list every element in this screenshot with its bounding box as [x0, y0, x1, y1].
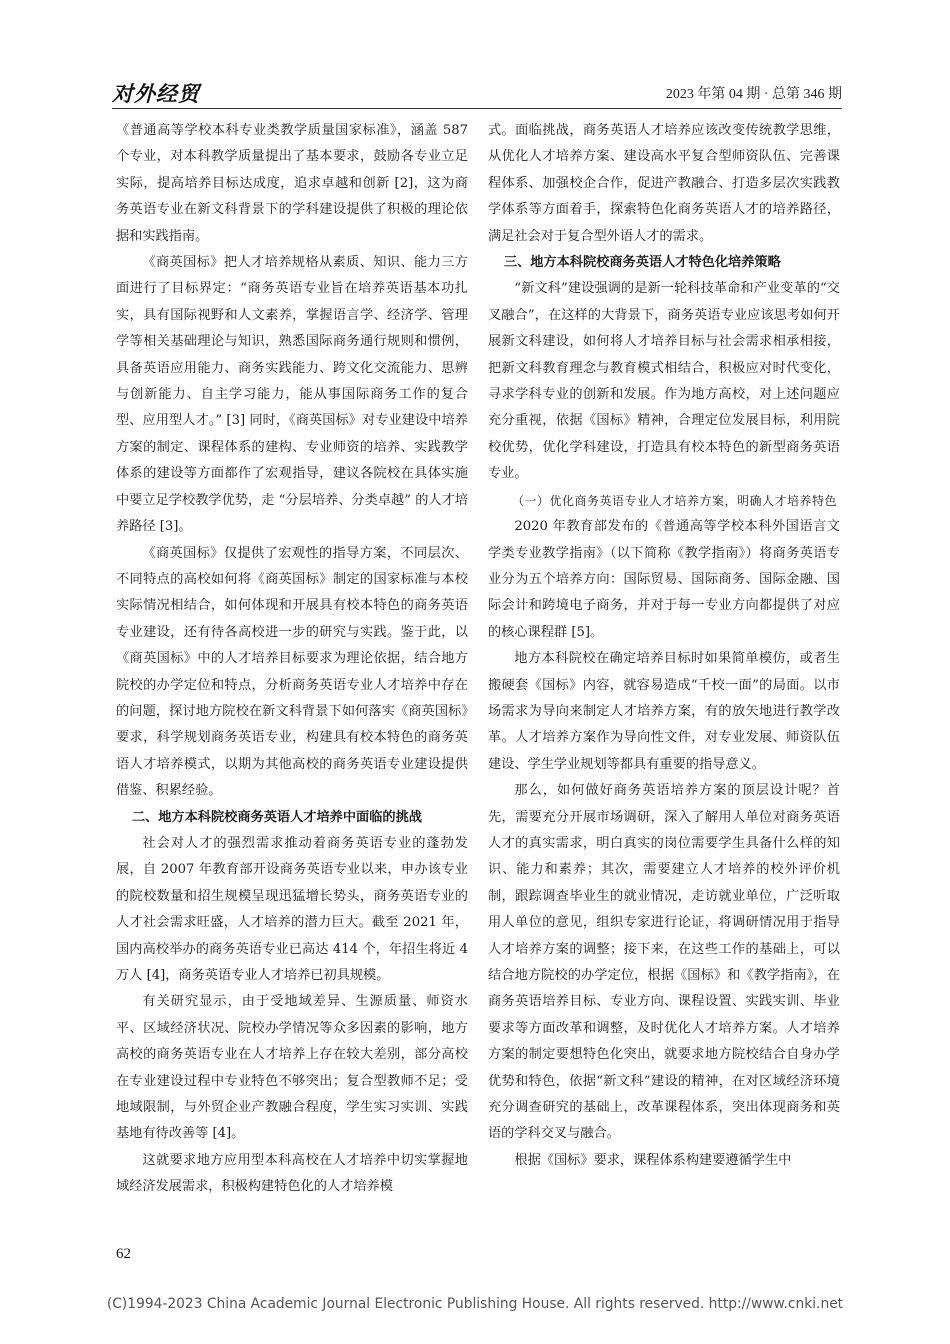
subsection-heading: （一）优化商务英语专业人才培养方案，明确人才培养特色	[512, 493, 838, 508]
journal-logo: 对外经贸	[112, 82, 200, 106]
page-number: 62	[116, 1246, 131, 1262]
page-header	[112, 78, 842, 106]
paragraph: 地方本科院校在确定培养目标时如果简单模仿，或者生搬硬套《国标》内容，就容易造成“千校一面”的局面。以市场需求为导向来制定人才培养方案，有的放矢地进行教学改革。人才培养方案作为导向性文件，对专业发展、师资队伍建设、学生学业规划等都具有重要的指导意义。	[488, 651, 840, 772]
paragraph: 式。面临挑战，商务英语人才培养应该改变传统教学思维，从优化人才培养方案、建设高水平复合型师资队伍、完善课程体系、加强校企合作，促进产教融合、打造多层次实践教学体系等方面着手，探索特色化商务英语人才的培养路径，满足社会对于复合型外语人才的需求。	[488, 123, 840, 244]
right-column	[488, 118, 840, 1174]
header-divider	[112, 108, 842, 109]
paragraph: 《商英国标》把人才培养规格从素质、知识、能力三方面进行了目标界定：“商务英语专业旨在培养英语基本功扎实，具有国际视野和人文素养，掌握语言学、经济学、管理学等相关基础理论与知识，熟悉国际商务通行规则和惯例，具备英语应用能力、商务实践能力、跨文化交流能力、思辨与创新能力、自主学习能力，能从事国际商务工作的复合型、应用型人才。” [3] 同时，《商英国标》对专业建设中培养方案的制定、课程体系的建构、专业师资的培养、实践教学体系的建设等方面都作了宏观指导，建议各院校在具体实施中要立足学校教学优势，走 “分层培养、分类卓越” 的人才培养路径 [3]。	[116, 255, 468, 535]
issue-info: 2023 年第 04 期 · 总第 346 期	[665, 87, 842, 102]
paragraph: “新文科”建设强调的是新一轮科技革命和产业变革的“交叉融合”，在这样的大背景下，商务英语专业应该思考如何开展新文科建设，如何将人才培养目标与社会需求相承相接，把新文科教育理念与教育模式相结合，积极应对时代变化，寻求学科专业的创新和发展。作为地方高校，对上述问题应充分重视，依据《国标》精神，合理定位发展目标，利用院校优势，优化学科建设，打造具有校本特色的新型商务英语专业。	[488, 281, 840, 482]
paragraph: 《商英国标》仅提供了宏观性的指导方案，不同层次、不同特点的高校如何将《商英国标》制定的国家标准与本校实际情况相结合，如何体现和开展具有校本特色的商务英语专业建设，还有待各高校进一步的研究与实践。鉴于此，以《商英国标》中的人才培养目标要求为理论依据，结合地方院校的办学定位和特点，分析商务英语专业人才培养中存在的问题，探讨地方院校在新文科背景下如何落实《商英国标》要求，科学规划商务英语专业，构建具有校本特色的商务英语人才培养模式，以期为其他高校的商务英语专业建设提供借鉴、积累经验。	[116, 545, 468, 799]
paragraph: 2020 年教育部发布的《普通高等学校本科外国语言文学类专业教学指南》（以下简称《教学指南》）将商务英语专业分为五个培养方向：国际贸易、国际商务、国际金融、国际会计和跨境电子商务，并对于每一专业方向都提供了对应的核心课程群 [5]。	[488, 519, 840, 640]
left-column	[116, 118, 468, 1201]
copyright-notice: (C)1994-2023 China Academic Journal Electronic Publishing House. All rights reserved. http://www.cnki.net	[106, 1296, 844, 1312]
paragraph: 那么，如何做好商务英语培养方案的顶层设计呢？首先，需要充分开展市场调研，深入了解用人单位对商务英语人才的真实需求，明白真实的岗位需要学生具备什么样的知识、能力和素养；其次，需要建立人才培养的校外评价机制，跟踪调查毕业生的就业情况，走访就业单位，广泛听取用人单位的意见，组织专家进行论证，将调研情况用于指导人才培养方案的调整；接下来，在这些工作的基础上，可以结合地方院校的办学定位，根据《国标》和《教学指南》，在商务英语培养目标、专业方向、课程设置、实践实训、毕业要求等方面改革和调整，及时优化人才培养方案。人才培养方案的制定要想特色化突出，就要求地方院校结合自身办学优势和特色，依据“新文科”建设的精神，在对区域经济环境充分调查研究的基础上，改革课程体系，突出体现商务和英语的学科交叉与融合。	[488, 783, 840, 1142]
paragraph: 根据《国标》要求，课程体系构建要遵循学生中	[514, 1152, 792, 1168]
paragraph: 有关研究显示，由于受地域差异、生源质量、师资水平、区域经济状况、院校办学情况等众多因素的影响，地方高校的商务英语专业在人才培养上存在较大差别，部分高校在专业建设过程中专业特色不够突出；复合型教师不足；受地域限制，与外贸企业产教融合程度，学生实习实训、实践基地有待改善等 [4]。	[116, 994, 468, 1142]
section-heading: 二、地方本科院校商务英语人才培养中面临的挑战	[131, 809, 422, 825]
paragraph: 这就要求地方应用型本科高校在人才培养中切实掌握地域经济发展需求，积极构建特色化的人才培养模	[116, 1152, 468, 1195]
paragraph: 《普通高等学校本科专业类教学质量国家标准》，涵盖 587 个专业，对本科教学质量提出了基本要求，鼓励各专业立足实际，提高培养目标达成度，追求卓越和创新 [2]，这为商务英语专业在新文科背景下的学科建设提供了积极的理论依据和实践指南。	[116, 123, 468, 244]
paragraph: 社会对人才的强烈需求推动着商务英语专业的蓬勃发展，自 2007 年教育部开设商务英语专业以来，申办该专业的院校数量和招生规模呈现迅猛增长势头，商务英语专业的人才社会需求旺盛，人才培养的潜力巨大。截至 2021 年，国内高校举办的商务英语专业已高达 414 个，年招生将近 4 万人 [4]，商务英语专业人才培养已初具规模。	[116, 835, 468, 983]
section-heading: 三、地方本科院校商务英语人才特色化培养策略	[503, 255, 781, 271]
